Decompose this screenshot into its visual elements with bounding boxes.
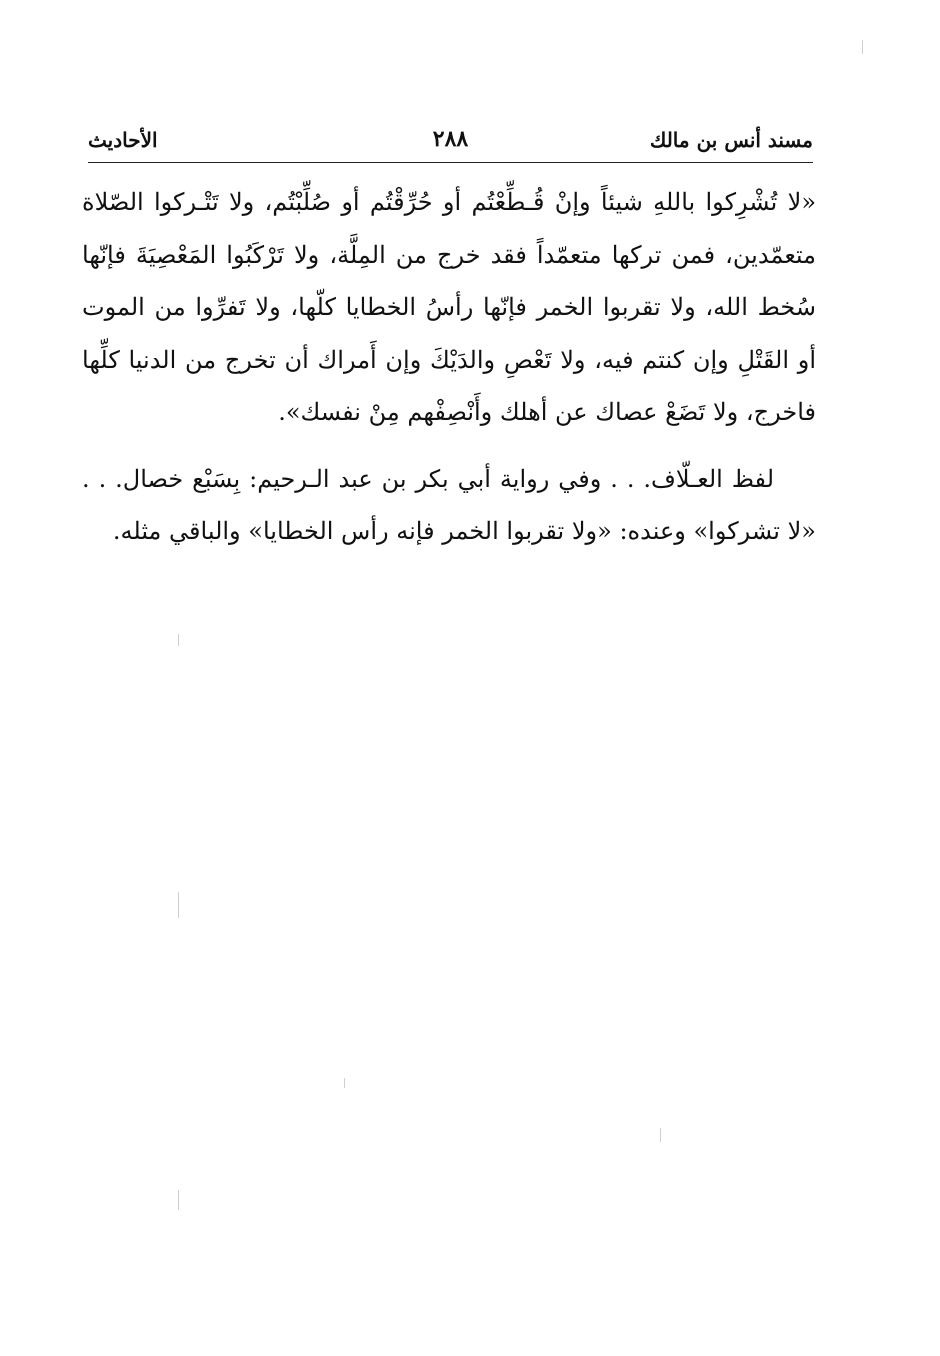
scan-speck	[178, 892, 179, 918]
scan-speck	[344, 1078, 345, 1088]
scan-speck	[862, 40, 863, 54]
page-number: ٢٨٨	[432, 126, 469, 152]
commentary-paragraph: لفظ العـلّاف. . . وفي رواية أبي بكر بن عبد الـرحيم: بِسَبْع خصال. . . «لا تشركوا» وعنده: «ولا تقربوا الخمر فإنه رأس الخطايا» والباقي مثله.	[82, 464, 816, 545]
header-divider	[88, 162, 813, 163]
section-title: الأحاديث	[88, 128, 158, 152]
page-header	[88, 122, 813, 158]
scan-speck	[178, 1190, 179, 1210]
book-title: مسند أنس بن مالك	[649, 128, 813, 152]
hadith-paragraph: «لا تُشْرِكوا باللهِ شيئاً وإنْ قُـطِّعْتُم أو حُرِّقْتُم أو صُلِّبْتُم، ولا تَتْـركوا الصّلاة متعمّدين، فمن تركها متعمّداً فقد خرج من المِلَّة، ولا تَرْكَبُوا المَعْصِيَةَ فإنّها سُخط الله، ولا تقربوا الخمر فإنّها رأسُ الخطايا كلّها، ولا تَفرِّوا من الموت أو القَتْلِ وإن كنتم فيه، ولا تَعْصِ والدَيْكَ وإن أَمراك أن تخرج من الدنيا كلِّها فاخرج، ولا تَضَعْ عصاك عن أهلك وأَنْصِفْهم مِنْ نفسك».	[82, 188, 816, 426]
scan-speck	[178, 634, 179, 646]
scan-speck	[660, 1128, 661, 1142]
main-text	[82, 176, 816, 558]
